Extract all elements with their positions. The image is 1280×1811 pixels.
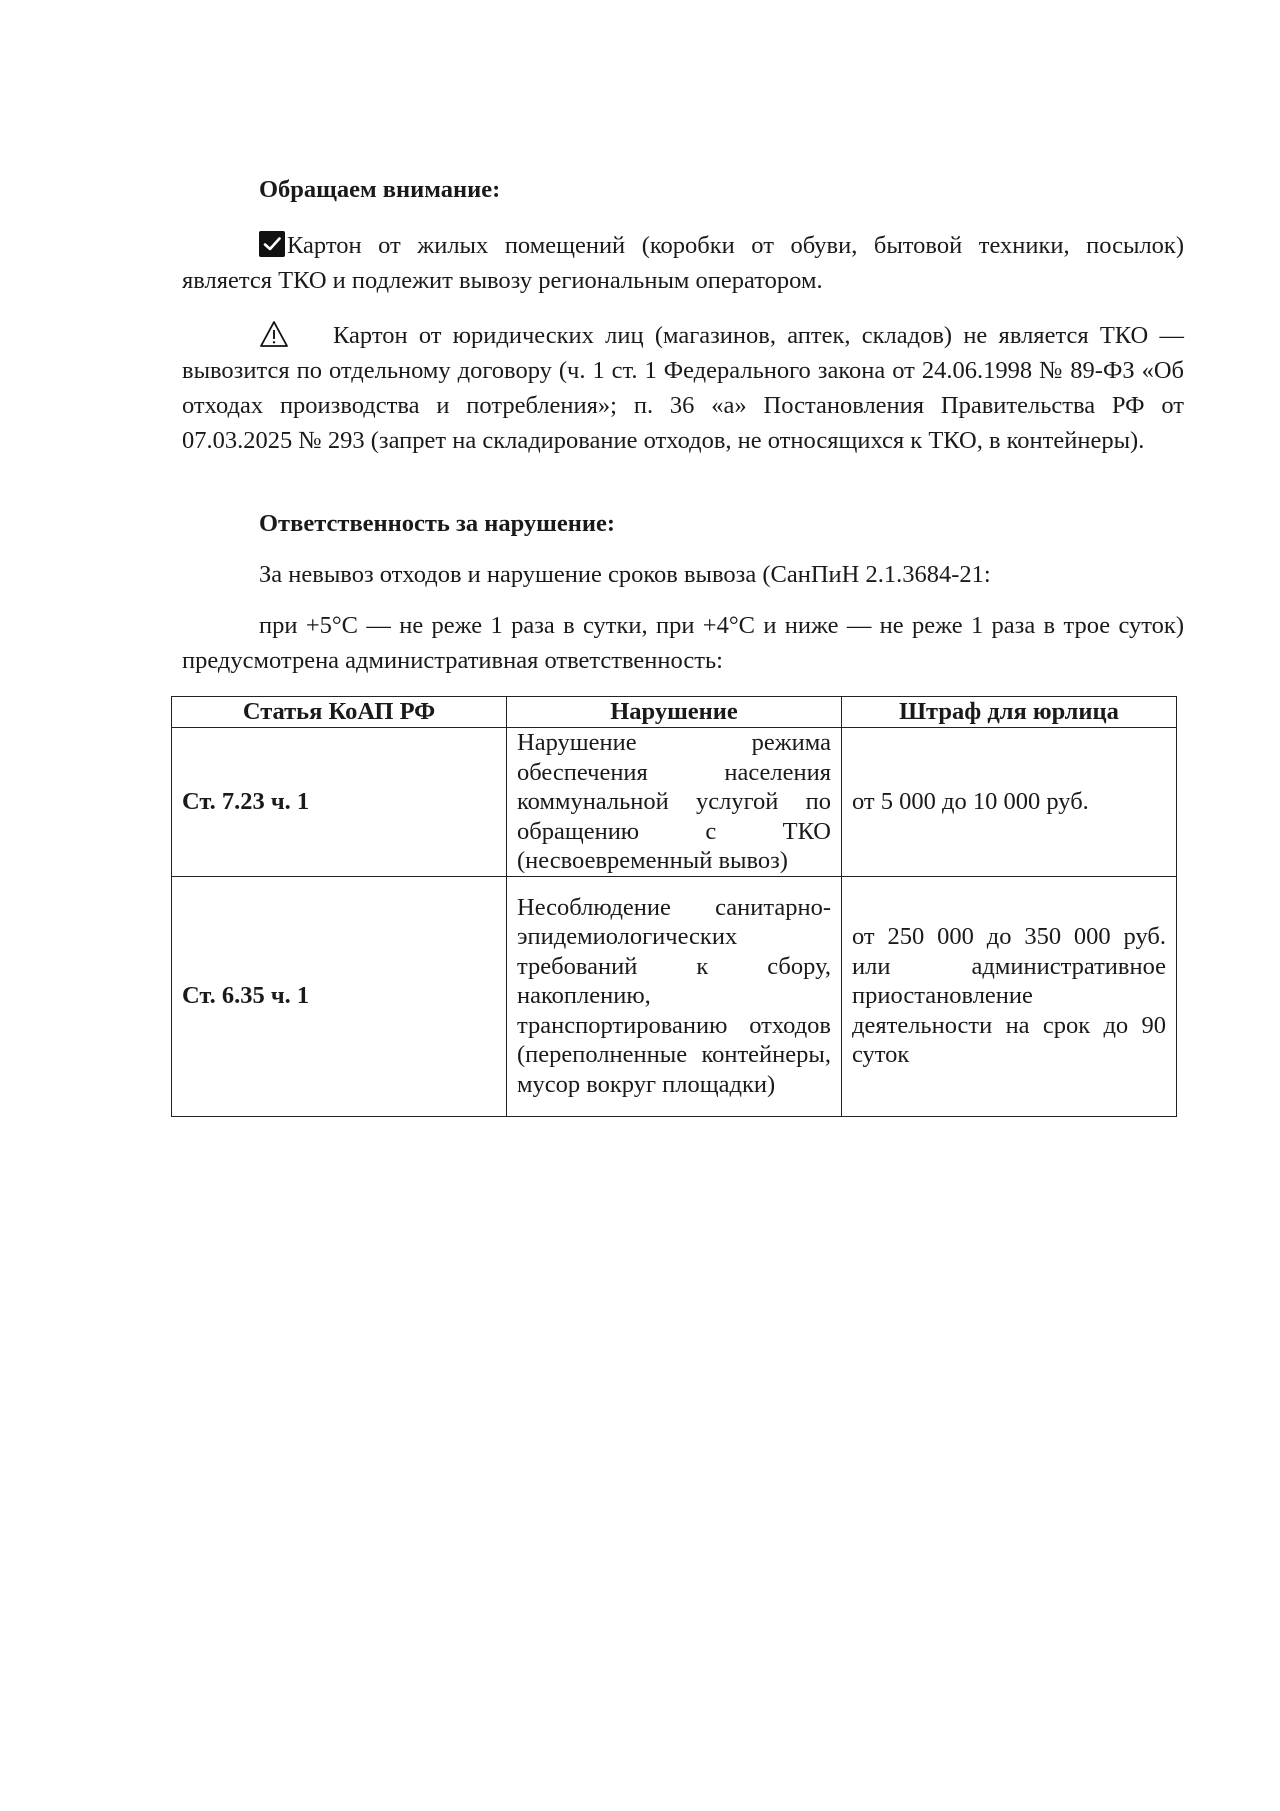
- liability-paragraph-2: при +5°C — не реже 1 раза в сутки, при +4°C и ниже — не реже 1 раза в трое суток) предусмотрена административная ответственность:: [182, 612, 1184, 674]
- header-violation: Нарушение: [507, 697, 842, 728]
- fine-cell: от 250 000 до 350 000 руб. или административное приостановление деятельности на срок до 90 суток: [842, 876, 1177, 1116]
- liability-paragraph-1: За невывоз отходов и нарушение сроков вывоза (СанПиН 2.1.3684-21:: [259, 561, 991, 588]
- article-cell: Ст. 7.23 ч. 1: [172, 728, 507, 877]
- warning-triangle-icon: [259, 320, 289, 348]
- legal-entity-cardboard-note: [182, 318, 1184, 458]
- legal-entity-cardboard-text: Картон от юридических лиц (магазинов, аптек, складов) не является ТКО — вывозится по отдельному договору (ч. 1 ст. 1 Федерального закона от 24.06.1998 № 89-ФЗ «Об отходах производства и потребления»; п. 36 «а» Постановления Правительства РФ от 07.03.2025 № 293 (запрет на складирование отходов, не относящихся к ТКО, в контейнеры).: [182, 322, 1184, 454]
- table-header-row: [172, 697, 1177, 728]
- fine-cell: от 5 000 до 10 000 руб.: [842, 728, 1177, 877]
- fines-table: [171, 696, 1177, 1117]
- table-row: [172, 728, 1177, 877]
- violation-cell: Несоблюдение санитарно-эпидемиологических требований к сбору, накоплению, транспортированию отходов (переполненные контейнеры, мусор вокруг площадки): [507, 876, 842, 1116]
- table-row: [172, 876, 1177, 1116]
- article-cell: Ст. 6.35 ч. 1: [172, 876, 507, 1116]
- header-article: Статья КоАП РФ: [172, 697, 507, 728]
- residential-cardboard-text: Картон от жилых помещений (коробки от обуви, бытовой техники, посылок) является ТКО и подлежит вывозу региональным оператором.: [182, 232, 1184, 294]
- check-box-icon: [259, 231, 285, 257]
- liability-heading: Ответственность за нарушение:: [259, 510, 615, 537]
- violation-cell: Нарушение режима обеспечения населения коммунальной услугой по обращению с ТКО (несвоевременный вывоз): [507, 728, 842, 877]
- residential-cardboard-note: [182, 228, 1184, 298]
- attention-heading: Обращаем внимание:: [259, 176, 501, 203]
- header-fine: Штраф для юрлица: [842, 697, 1177, 728]
